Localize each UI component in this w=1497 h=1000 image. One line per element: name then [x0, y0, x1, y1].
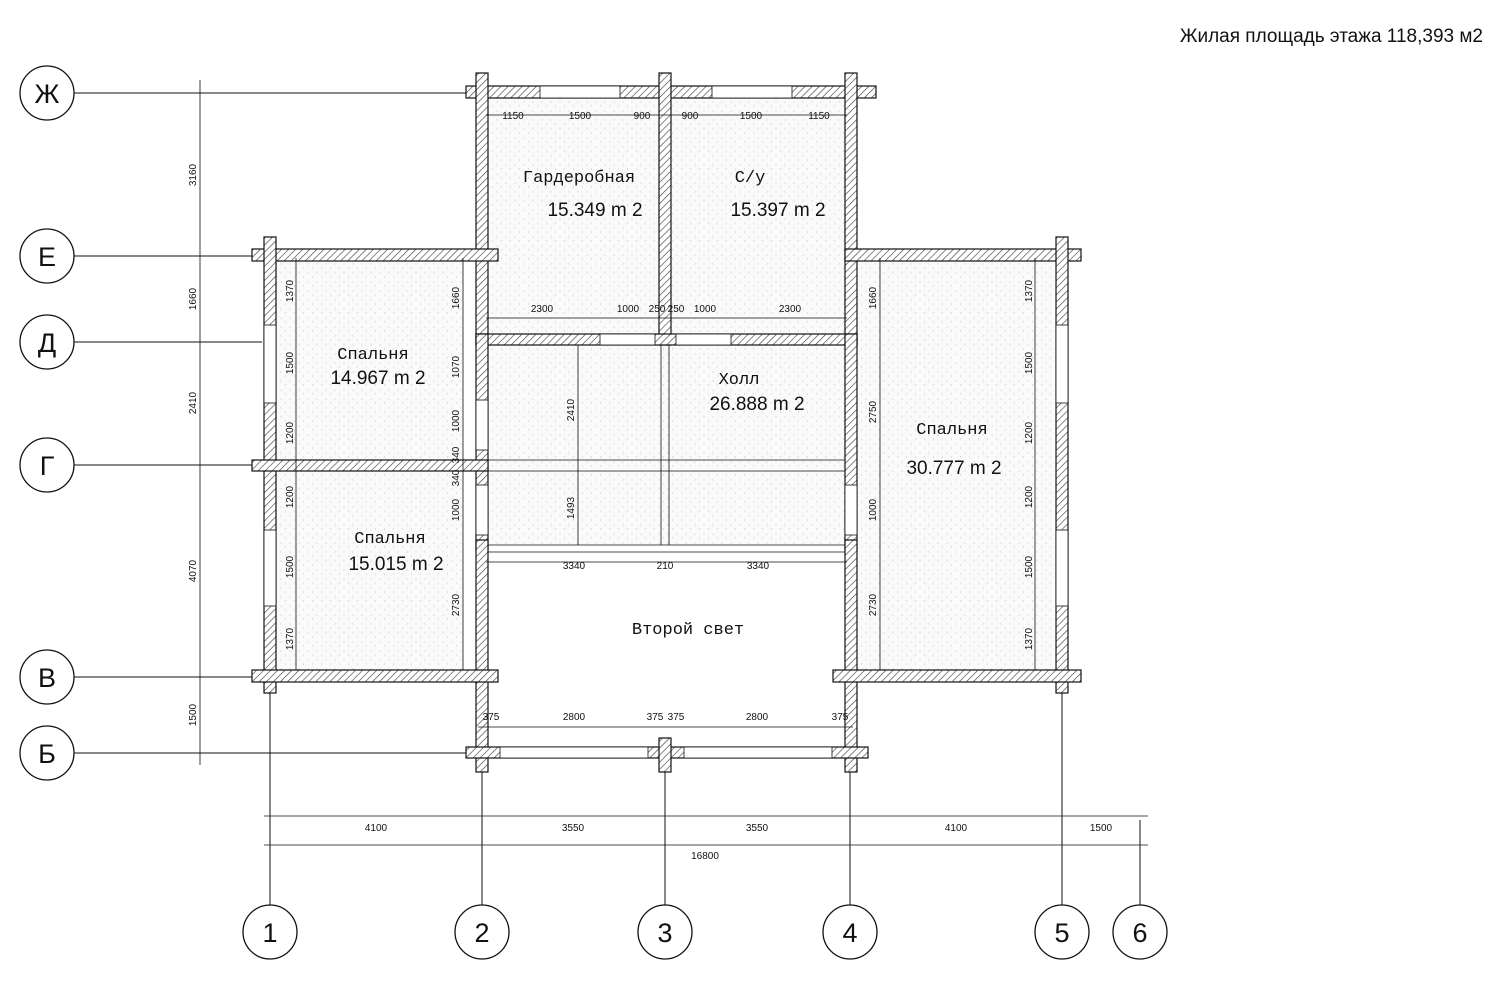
dims-bottom	[365, 823, 1113, 862]
wall-d	[476, 334, 857, 345]
axis-label-column: 3	[657, 918, 673, 948]
dim-text: 340	[451, 469, 462, 487]
dim-text: 1493	[566, 496, 577, 520]
dim-text: 3340	[746, 561, 770, 572]
dim-text: 1660	[188, 287, 199, 311]
dim-text: 340	[451, 446, 462, 464]
room-name-bathroom: С/у	[734, 169, 766, 188]
room-area-wardrobe: 15.349 m 2	[547, 200, 643, 221]
wall-e-left	[252, 249, 498, 261]
axis-label-row: Е	[37, 242, 57, 272]
dim-text: 1500	[285, 351, 296, 375]
window-right-2	[1056, 530, 1068, 606]
column-axis-bubbles	[243, 905, 1167, 959]
axis-label-row: В	[37, 663, 57, 693]
door-hall-right	[676, 334, 731, 345]
wall-v-left	[252, 670, 498, 682]
axis-label-row: Б	[38, 739, 56, 769]
wall-col4-lower	[845, 540, 857, 772]
dim-text: 2410	[188, 391, 199, 415]
dim-text: 375	[667, 712, 685, 723]
dim-text: 1000	[616, 304, 640, 315]
dim-text: 4070	[188, 559, 199, 583]
axis-label-column: 1	[262, 918, 278, 948]
wall-e-right	[845, 249, 1081, 261]
room-area-bedroom-left-upper: 14.967 m 2	[330, 368, 426, 389]
axis-label-column: 6	[1132, 918, 1148, 948]
door-left-upper	[476, 400, 488, 450]
dim-text: 1150	[808, 111, 830, 122]
dim-text: 1150	[502, 111, 524, 122]
dim-text: 250	[667, 304, 685, 315]
floor-hall	[486, 345, 847, 545]
dim-text: 1370	[1024, 627, 1035, 651]
dim-text: 2800	[745, 712, 769, 723]
dim-text: 4100	[944, 823, 968, 834]
row-axis-labels	[35, 79, 60, 769]
dim-text: 250	[648, 304, 666, 315]
window-top-1	[540, 86, 620, 98]
window-right-1	[1056, 325, 1068, 403]
porch-window-1	[500, 747, 648, 758]
wall-col4-upper	[845, 73, 857, 345]
axis-label-column: 5	[1054, 918, 1070, 948]
floor-area-title: Жилая площадь этажа 118,393 м2	[1179, 26, 1483, 47]
dim-text: 1500	[568, 111, 592, 122]
dim-text: 375	[831, 712, 849, 723]
dim-text: 4100	[364, 823, 388, 834]
room-name-second-light: Второй свет	[631, 621, 745, 640]
room-area-bedroom-left-lower: 15.015 m 2	[348, 554, 444, 575]
axis-label-column: 2	[474, 918, 490, 948]
dim-text: 900	[681, 111, 699, 122]
wall-v-right	[833, 670, 1081, 682]
dim-text: 1500	[1089, 823, 1113, 834]
room-name-bedroom-right: Спальня	[916, 421, 988, 440]
dim-text: 16800	[691, 851, 719, 862]
dim-text: 1070	[451, 355, 462, 379]
axis-label-row: Ж	[34, 79, 60, 109]
dim-text: 1370	[1024, 279, 1035, 303]
dim-text: 1500	[1024, 555, 1035, 579]
porch-window-2	[684, 747, 832, 758]
dim-text: 2800	[562, 712, 586, 723]
room-area-hall: 26.888 m 2	[709, 394, 805, 415]
dim-text: 1500	[739, 111, 763, 122]
window-top-2	[712, 86, 792, 98]
dim-text: 1200	[285, 485, 296, 509]
dim-text: 1370	[285, 279, 296, 303]
axis-label-row: Г	[39, 451, 55, 481]
dim-text: 1500	[188, 703, 199, 727]
door-left-lower	[476, 485, 488, 535]
dim-text: 1200	[1024, 485, 1035, 509]
dim-text: 1200	[285, 421, 296, 445]
room-area-bathroom: 15.397 m 2	[730, 200, 826, 221]
dim-text: 210	[656, 561, 674, 572]
wall-col2-upper	[476, 73, 488, 345]
dim-text: 1200	[1024, 421, 1035, 445]
axis-label-column: 4	[842, 918, 858, 948]
dim-text: 3550	[561, 823, 585, 834]
dims-hall-bottom	[563, 561, 770, 572]
dim-text: 3160	[188, 163, 199, 187]
column-axis-labels	[262, 918, 1147, 948]
dim-text: 375	[646, 712, 664, 723]
dim-text: 2730	[868, 593, 879, 617]
room-name-bedroom-left-lower: Спальня	[354, 530, 426, 549]
dim-text: 1000	[451, 409, 462, 433]
dim-text: 2300	[778, 304, 802, 315]
axis-label-row: Д	[37, 328, 57, 358]
dim-text: 1660	[868, 286, 879, 310]
room-name-bedroom-left-upper: Спальня	[337, 346, 409, 365]
door-hall-left	[600, 334, 655, 345]
dim-text: 1660	[451, 286, 462, 310]
dim-text: 2410	[566, 398, 577, 422]
dim-text: 3550	[745, 823, 769, 834]
dim-text: 1000	[693, 304, 717, 315]
door-right	[845, 485, 857, 535]
dim-text: 1000	[868, 498, 879, 522]
dim-text: 1500	[285, 555, 296, 579]
room-name-hall: Холл	[718, 371, 760, 390]
dim-text: 375	[482, 712, 500, 723]
dim-text: 2300	[530, 304, 554, 315]
dim-text: 2730	[451, 593, 462, 617]
dims-porch	[483, 712, 849, 723]
wall-col5	[1056, 237, 1068, 693]
wall-col2-lower	[476, 540, 488, 772]
dim-text: 1500	[1024, 351, 1035, 375]
room-area-bedroom-right: 30.777 m 2	[906, 458, 1002, 479]
dim-text: 2750	[868, 400, 879, 424]
dim-text: 1370	[285, 627, 296, 651]
dim-text: 3340	[562, 561, 586, 572]
dim-text: 1000	[451, 498, 462, 522]
window-left-1	[264, 325, 276, 403]
dim-text: 900	[633, 111, 651, 122]
dims-left-vertical	[188, 163, 199, 726]
window-left-2	[264, 530, 276, 606]
room-name-wardrobe: Гардеробная	[522, 169, 636, 188]
wall-col3-porch	[659, 738, 671, 772]
